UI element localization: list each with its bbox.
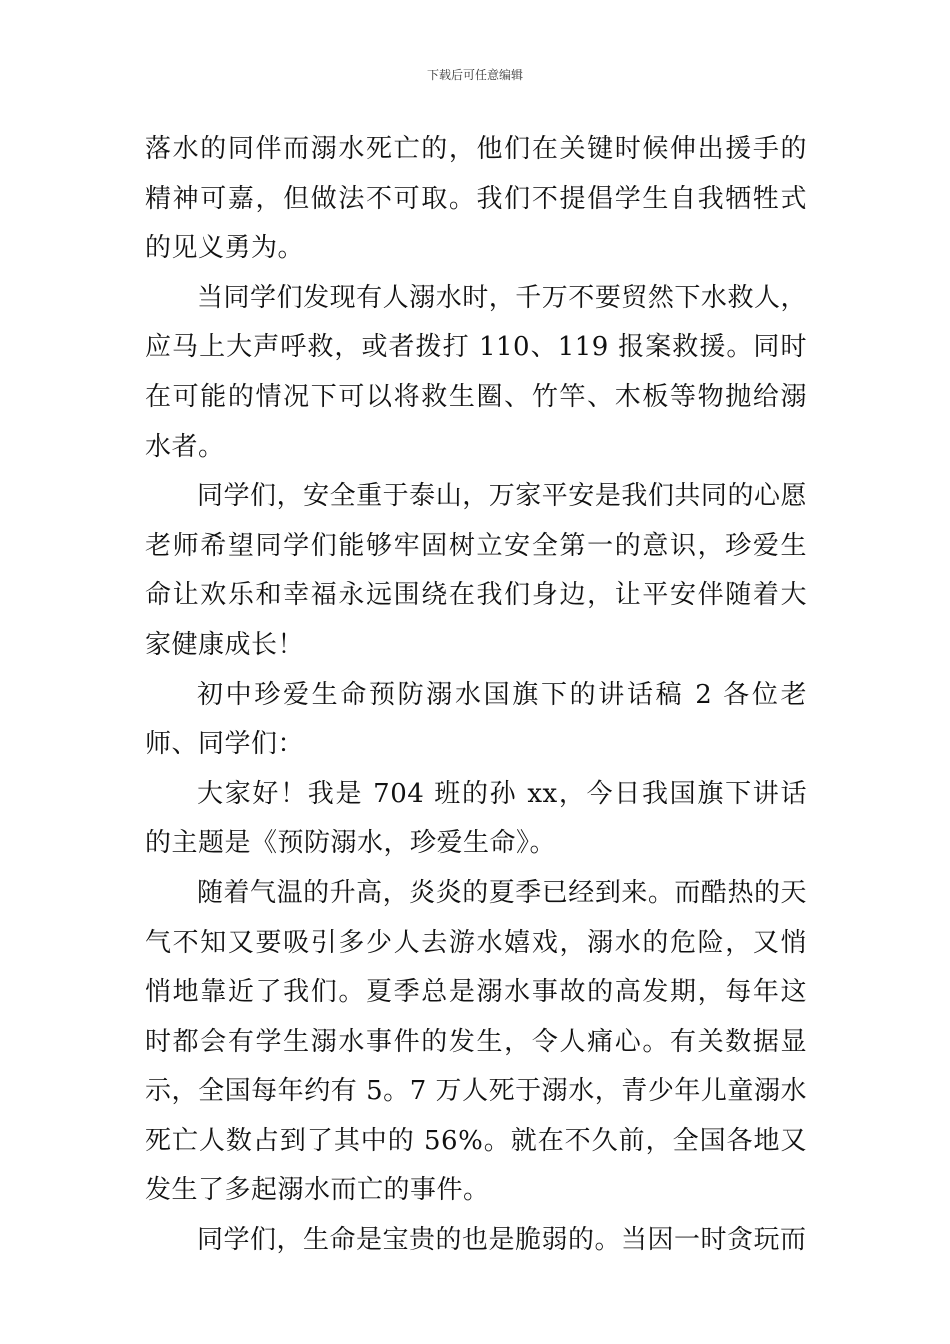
page-header-note: 下载后可任意编辑 bbox=[426, 68, 523, 82]
paragraph-1: 落水的同伴而溺水死亡的，他们在关键时候伸出援手的精神可嘉，但做法不可取。我们不提倡学生自我牺牲式的见义勇为。 bbox=[145, 134, 807, 264]
paragraph-6: 随着气温的升高，炎炎的夏季已经到来。而酷热的天气不知又要吸引多少人去游水嬉戏，溺水的危险，又悄悄地靠近了我们。夏季总是溺水事故的高发期，每年这时都会有学生溺水事件的发生，令人痛心。有关数据显示，全国每年约有 5。7 万人死于溺水，青少年儿童溺水死亡人数占到了其中的 56%。就在不久前，全国各地又发生了多起溺水而亡的事件。 bbox=[145, 877, 807, 1206]
paragraph-4-heading: 初中珍爱生命预防溺水国旗下的讲话稿 2 各位老师、同学们： bbox=[145, 679, 807, 760]
document-body bbox=[145, 125, 807, 1266]
paragraph-7: 同学们，生命是宝贵的也是脆弱的。当因一时贪玩而 bbox=[197, 1225, 807, 1256]
paragraph-3: 同学们，安全重于泰山，万家平安是我们共同的心愿老师希望同学们能够牢固树立安全第一的意识，珍爱生命让欢乐和幸福永远围绕在我们身边，让平安伴随着大家健康成长！ bbox=[145, 481, 807, 660]
paragraph-2: 当同学们发现有人溺水时，千万不要贸然下水救人，应马上大声呼救，或者拨打 110、119 报案救援。同时在可能的情况下可以将救生圈、竹竿、木板等物抛给溺水者。 bbox=[145, 282, 807, 462]
paragraph-5: 大家好！我是 704 班的孙 xx，今日我国旗下讲话的主题是《预防溺水，珍爱生命》。 bbox=[145, 778, 807, 859]
